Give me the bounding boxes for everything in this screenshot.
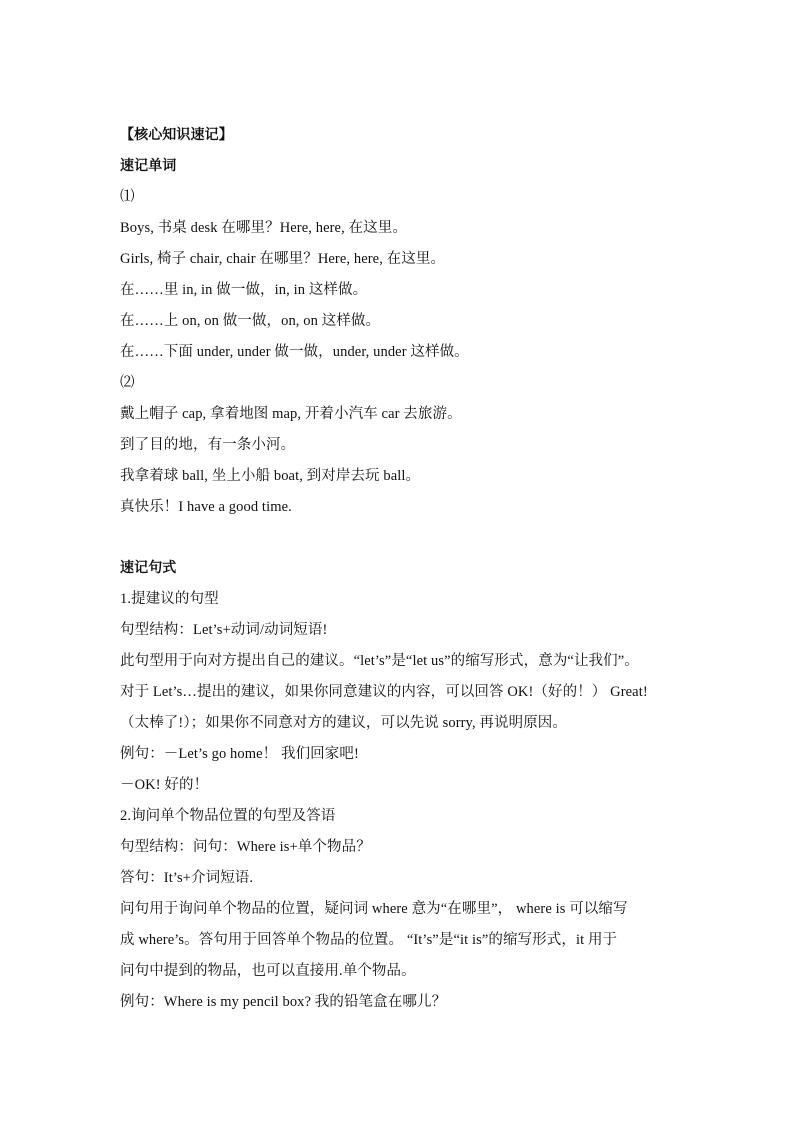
item1-explanation: 此句型用于向对方提出自己的建议。“let’s”是“let us”的缩写形式，意为“让我们”。 xyxy=(120,653,639,669)
word-rhyme-line: Boys, 书桌 desk 在哪里？Here, here, 在这里。 xyxy=(120,220,407,236)
item2-structure-answer: 答句：It’s+介词短语. xyxy=(120,870,254,886)
item2-explanation: 问句用于询问单个物品的位置，疑问词 where 意为“在哪里”， where is 可以缩写 xyxy=(120,901,628,917)
word-rhyme-line: 到了目的地，有一条小河。 xyxy=(120,437,296,453)
item1-example-question: 例句：－Let’s go home！ 我们回家吧! xyxy=(120,746,359,762)
word-rhyme-line: 在……里 in, in 做一做，in, in 这样做。 xyxy=(120,282,368,298)
part-label-1: ⑴ xyxy=(120,189,135,205)
item2-structure-question: 句型结构：问句：Where is+单个物品？ xyxy=(120,839,371,855)
word-rhyme-line: 在……下面 under, under 做一做，under, under 这样做。 xyxy=(120,344,469,360)
item2-example: 例句：Where is my pencil box? 我的铅笔盒在哪儿？ xyxy=(120,994,447,1010)
word-rhyme-line: Girls, 椅子 chair, chair 在哪里？Here, here, 在这里。 xyxy=(120,251,446,267)
section-heading-words: 速记单词 xyxy=(120,158,177,174)
item2-explanation: 成 where’s。答句用于回答单个物品的位置。 “It’s”是“it is”的缩写形式，it 用于 xyxy=(120,932,618,948)
word-rhyme-line: 在……上 on, on 做一做，on, on 这样做。 xyxy=(120,313,381,329)
item1-title: 1.提建议的句型 xyxy=(120,591,219,607)
word-rhyme-line: 我拿着球 ball, 坐上小船 boat, 到对岸去玩 ball。 xyxy=(120,468,421,484)
word-rhyme-line: 真快乐！I have a good time. xyxy=(120,499,292,515)
item1-explanation: 对于 Let’s…提出的建议，如果你同意建议的内容，可以回答 OK!（好的！） Great! xyxy=(120,684,648,700)
word-rhyme-line: 戴上帽子 cap, 拿着地图 map, 开着小汽车 car 去旅游。 xyxy=(120,406,462,422)
item1-structure: 句型结构：Let’s+动词/动词短语! xyxy=(120,622,328,638)
document-title: 【核心知识速记】 xyxy=(120,127,233,143)
part-label-2: ⑵ xyxy=(120,375,135,391)
blank-line xyxy=(120,525,680,555)
item2-title: 2.询问单个物品位置的句型及答语 xyxy=(120,808,336,824)
item1-example-answer: －OK! 好的！ xyxy=(120,777,209,793)
section-heading-sentences: 速记句式 xyxy=(120,560,177,576)
item1-explanation: （太棒了!）；如果你不同意对方的建议，可以先说 sorry, 再说明原因。 xyxy=(120,715,568,731)
item2-explanation: 问句中提到的物品，也可以直接用.单个物品。 xyxy=(120,963,416,979)
document-page xyxy=(120,122,680,1020)
